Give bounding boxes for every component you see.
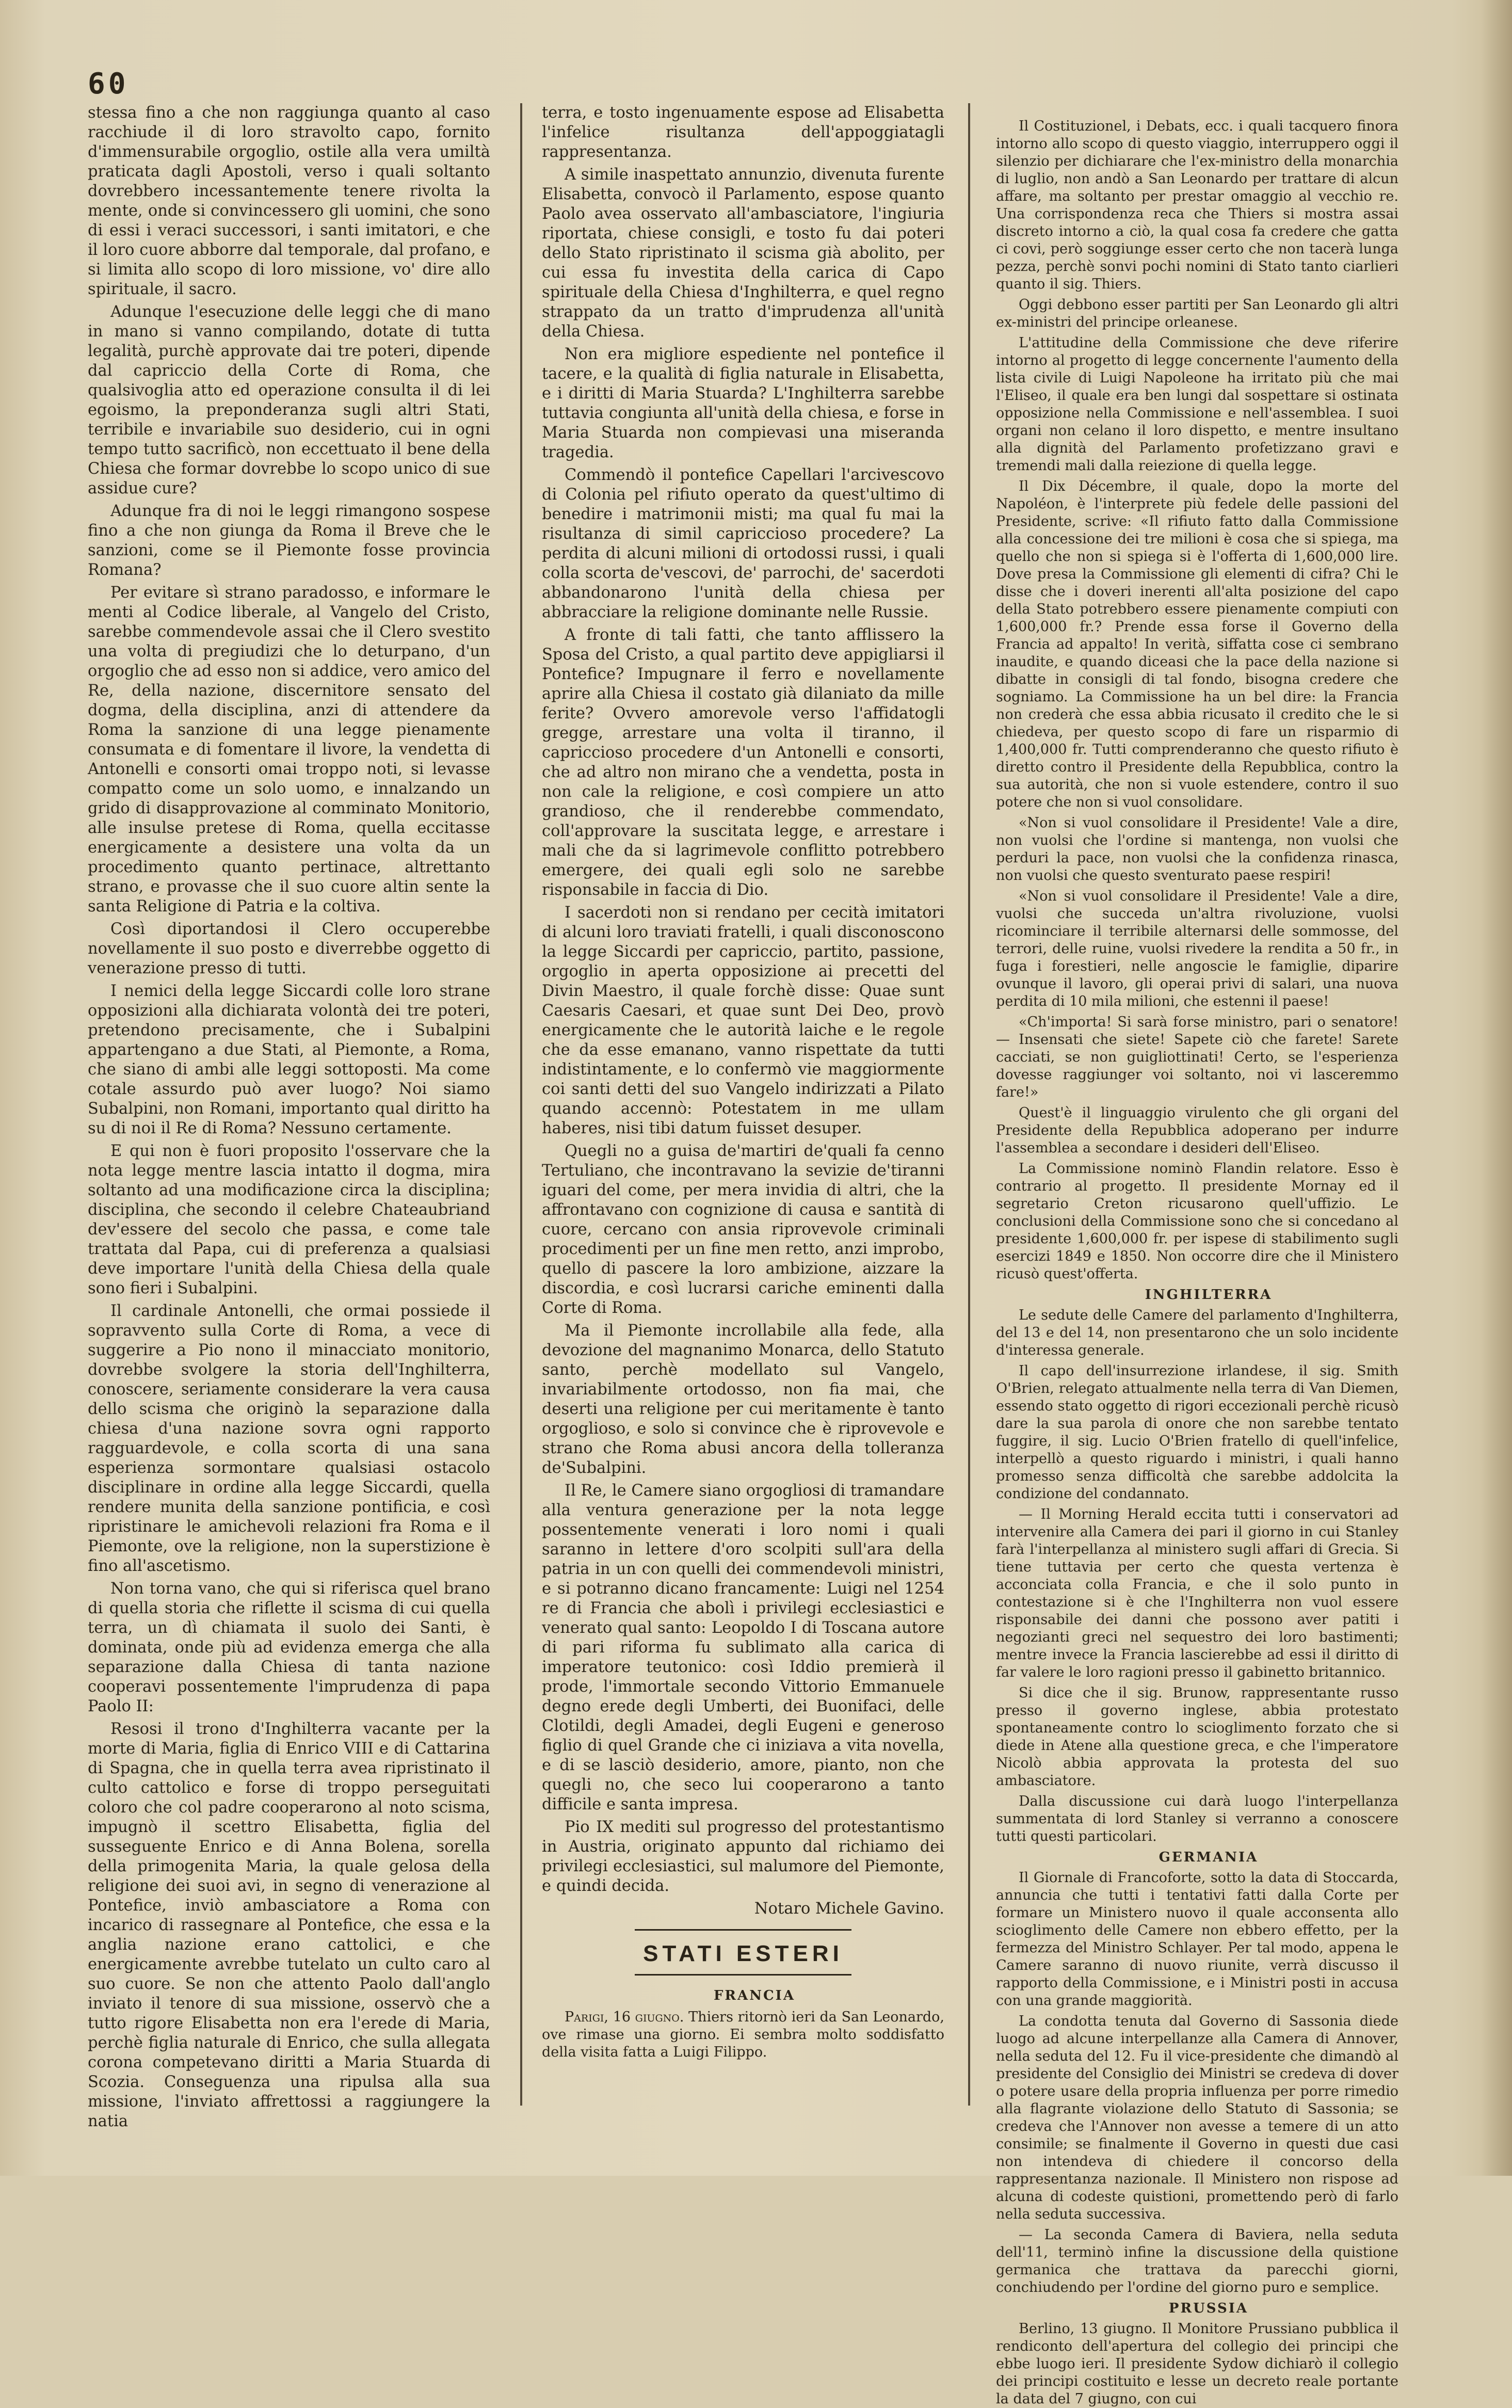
- paragraph: Dalla discussione cui darà luogo l'interpellanza summentata di lord Stanley si verranno a conoscere tutti questi particolari.: [996, 1793, 1398, 1844]
- section-divider: [635, 1929, 851, 1931]
- news-item: Thiers ritornò ieri da San Leonardo, ove rimase una giorno. Ei sembra molto soddisfatto della visita fatta a Luigi Filippo.: [542, 2009, 944, 2060]
- signature: Notaro Michele Gavino.: [754, 1900, 944, 1918]
- section-title: STATI ESTERI: [643, 1941, 843, 1966]
- paragraph: L'attitudine della Commissione che deve riferire intorno al progetto di legge concernente l'aumento della lista civile di Luigi Napoleone ha irritato più che mai l'Eliseo, il quale era ben lungi dal sospettare si ostinata opposizione nella Commissione e nell'assemblea. I suoi organi non celano il loro dispetto, e mentre insultano alla dignità del Parlamento profetizzano gravi e tremendi mali dalla reiezione di quella legge.: [996, 335, 1398, 474]
- paragraph: Il Dix Décembre, il quale, dopo la morte del Napoléon, è l'interprete più fedele delle passioni del Presidente, scrive: «Il rifiuto fatto dalla Commissione alla concessione dei tre milioni è cosa che si spiega, ma quello che non si spiega si è l'offerta di 1,600,000 lire. Dove presa la Commissione gli elementi di cifra? Chi le disse che i doveri inerenti all'alta posizione del capo della Stato potrebbero essere pienamente compiuti con 1,600,000 fr.? Prende essa forse il Governo della Francia ad appalto! In verità, siffatta cose ci sembrano inaudite, e quando diceasi che la pace della nazione si dibatte in consigli di tal fondo, bisogna credere che sogniamo. La Commissione ha un bel dire: la Francia non crederà che essa abbia ricusato il credito che le si chiedeva, per questo scopo di fare un risparmio di 1,400,000 fr. Tutti comprenderanno che questo rifiuto è diretto contro il Presidente della Repubblica, contro la sua autorità, che non si vuole estendere, contro il suo potere che non si vuol consolidare.: [996, 478, 1398, 810]
- paragraph: Il Costituzionel, i Debats, ecc. i quali tacquero finora intorno allo scopo di questo viaggio, interruppero oggi il silenzio per dichiarare che l'ex-ministro della monarchia di luglio, non andò a San Leonardo per trattare di alcun affare, ma soltanto per prestar omaggio al vecchio re. Una corrispondenza reca che Thiers si mostra assai discreto intorno a ciò, la qual cosa fa credere che gatta ci covi, però soggiunge esser certo che non tacerà lunga pezza, perchè sonvi pochi nomini di Stato tanto ciarlieri quanto il sig. Thiers.: [996, 118, 1398, 292]
- paragraph: Il capo dell'insurrezione irlandese, il sig. Smith O'Brien, relegato attualmente nella terra di Van Diemen, essendo stato oggetto di rigori eccezionali perchè ricusò dare la sua parola di onore che non sarebbe tentato fuggire, il sig. Lucio O'Brien fratello di quell'infelice, interpellò a questo riguardo i ministri, i quali hanno promesso senza difficoltà che sarebbe addolcita la condizione del condannato.: [996, 1363, 1398, 1502]
- column-rule: [968, 103, 970, 2106]
- page-number: 60: [88, 67, 129, 101]
- paragraph: La Commissione nominò Flandin relatore. Esso è contrario al progetto. Il presidente Mornay ed il segretario Creton ricusarono quell'uffizio. Le conclusioni della Commissione sono che si concedano al presidente 1,600,000 fr. per ispese di stabilimento sugli esercizi 1849 e 1850. Non occorre dire che il Ministero ricusò quest'offerta.: [996, 1161, 1398, 1282]
- paragraph: stessa fino a che non raggiunga quanto al caso racchiude il di loro stravolto capo, fornito d'immensurabile orgoglio, ostile alla vera umiltà praticata dagli Apostoli, verso i quali soltanto dovrebbero incessantemente tenere rivolta la mente, onde si convincessero gli uomini, che sono di essi i veraci successori, i santi imitatori, e che il loro cuore abborre dal temporale, dal profano, e si limita allo scopo di loro missione, vo' dire allo spirituale, il sacro.: [88, 104, 490, 298]
- paragraph: Quest'è il linguaggio virulento che gli organi del Presidente della Repubblica adoperano per indurre l'assemblea a secondare i desideri dell'Eliseo.: [996, 1105, 1398, 1156]
- paragraph: Si dice che il sig. Brunow, rappresentante russo presso il governo inglese, abbia protestato spontaneamente contro lo scioglimento forzato che si diede in Atene alla questione greca, e che l'imperatore Nicolò abbia approvata la protesta del suo ambasciatore.: [996, 1685, 1398, 1789]
- paragraph: — La seconda Camera di Baviera, nella seduta dell'11, terminò infine la discussione della quistione germanica che trattava da parecchi giorni, conchiudendo per l'ordine del giorno puro e semplice.: [996, 2227, 1398, 2295]
- paragraph: Il Giornale di Francoforte, sotto la data di Stoccarda, annuncia che tutti i tentativi fatti dalla Corte per formare un Ministero nuovo il quale acconsenta allo scioglimento delle Camere non ebbero effetto, per la fermezza del Ministro Schlayer. Per tal modo, appena le Camere saranno di nuovo riunite, verrà discusso il rapporto della Commissione, e i Ministri posti in accusa con una grande maggiorità.: [996, 1870, 1398, 2009]
- paragraph: Quegli no a guisa de'martiri de'quali fa cenno Tertuliano, che incontravano la sevizie de'tiranni iguari del come, per mera invidia di altri, che la affrontavano con cognizione di causa e santità di cuore, cercano con ansia riprovevole criminali procedimenti per un fine men retto, anzi improbo, quello di pascere la loro ambizione, aizzare la discordia, e così lucrarsi cariche eminenti dalla Corte di Roma.: [542, 1142, 944, 1317]
- column-3: [996, 118, 1398, 2407]
- paragraph: I sacerdoti non si rendano per cecità imitatori di alcuni loro traviati fratelli, i quali disconoscono la legge Siccardi per capriccio, partito, passione, orgoglio in aperta opposizione ai precetti del Divin Maestro, il quale forchè disse: Quae sunt Caesaris Caesari, et quae sunt Dei Deo, provò energicamente che le autorità laiche e le regole che da esse emanano, vanno rispettate da tutti indistintamente, e lo confermò vie maggiormente coi santi detti del suo Vangelo indirizzati a Pilato quando accennò: Potestatem in me ullam haberes, nisi tibi datum fuisset desuper.: [542, 904, 944, 1137]
- paragraph: «Ch'importa! Si sarà forse ministro, pari o senatore! — Insensati che siete! Sapete ciò che farete! Sarete cacciati, se non guigliottinati! Certo, se l'esperienza dovesse raggiunger voi soltanto, noi vi lasceremmo fare!»: [996, 1014, 1398, 1100]
- paragraph: Non era migliore espediente nel pontefice il tacere, e la qualità di figlia naturale in Elisabetta, e i diritti di Maria Stuarda? L'Inghilterra sarebbe tuttavia congiunta all'unità della chiesa, e forse in Maria Stuarda non compievasi una miseranda tragedia.: [542, 345, 944, 461]
- paragraph: Resosi il trono d'Inghilterra vacante per la morte di Maria, figlia di Enrico VIII e di Cattarina di Spagna, che in quella terra avea ripristinato il culto cattolico e forse di troppo perseguitati coloro che col padre cooperarono al noto scisma, impugnò il scettro Elisabetta, figlia del susseguente Enrico e di Anna Bolena, sorella della primogenita Maria, la quale gelosa della religione dei suoi avi, in segno di venerazione al Pontefice, inviò ambasciatore a Roma con incarico di rassegnare al Pontefice, che essa e la anglia nazione erano cattolici, e che energicamente avrebbe tutelato un culto caro al suo cuore. Se non che attento Paolo dall'anglo inviato il tenore di sua missione, osservò che a tutto rigore Elisabetta non era l'erede di Maria, perchè figlia naturale di Enrico, che sulla allegata corona competevano diritti a Maria Stuarda di Scozia. Conseguenza una ripulsa alla sua missione, l'inviato affrettossi a raggiungere la natia: [88, 1720, 490, 2130]
- paragraph: Non torna vano, che qui si riferisca quel brano di quella storia che riflette il scisma di cui quella terra, un dì chiamata il suolo dei Santi, è dominata, onde più ad evidenza emerga che alla separazione dalla Chiesa di tanta nazione cooperavi possentemente l'imprudenza di papa Paolo II:: [88, 1580, 490, 1715]
- paragraph: A simile inaspettato annunzio, divenuta furente Elisabetta, convocò il Parlamento, espose quanto Paolo avea osservato all'ambasciatore, l'ingiuria riportata, chiese consigli, e tosto fu dai poteri dello Stato ripristinato il scisma già abolito, per cui essa fu investita della carica di Capo spirituale della Chiesa d'Inghilterra, e quel regno strappato da un tratto d'imprudenza all'unità della Chiesa.: [542, 166, 944, 341]
- paragraph: I nemici della legge Siccardi colle loro strane opposizioni alla dichiarata volontà dei tre poteri, pretendono precisamente, che i Subalpini appartengano a due Stati, al Piemonte, a Roma, che siano di ambi alle leggi sottoposti. Ma come cotale assurdo può aver luogo? Noi siamo Subalpini, non Romani, importanto qual diritto ha su di noi il Re di Roma? Nessuno certamente.: [88, 982, 490, 1137]
- paragraph: Commendò il pontefice Capellari l'arcivescovo di Colonia pel rifiuto operato da quest'ultimo di benedire i matrimonii misti; ma qual fu mai la risultanza di simil capriccioso procedere? La perdita di alcuni milioni di ortodossi russi, i quali colla scorta de'vescovi, de' parrochi, de' sacerdoti abbandonarono l'unità della chiesa per abbracciare la religione dominante nelle Russie.: [542, 466, 944, 621]
- paragraph: A fronte di tali fatti, che tanto afflissero la Sposa del Cristo, a qual partito deve appigliarsi il Pontefice? Impugnare il ferro e novellamente aprire alla Chiesa il costato già dilaniato da mille ferite? Ovvero amorevole verso l'affidatogli gregge, arrestare una volta il tiranno, il capriccioso procedere d'un Antonelli e consorti, che ad altro non mirano che a vendetta, posta in non cale la religione, e così compiere un atto grandioso, che il renderebbe commendato, coll'approvare la suscitata legge, e arrestare i mali che da si lagrimevole conflitto potrebbero emergere, dei quali egli solo ne sarebbe risponsabile in faccia di Dio.: [542, 626, 944, 899]
- paragraph: Così diportandosi il Clero occuperebbe novellamente il suo posto e diverrebbe oggetto di venerazione presso di tutti.: [88, 920, 490, 977]
- dateline: Parigi, 16 giugno.: [565, 2009, 684, 2025]
- section-divider: [635, 1974, 851, 1976]
- country-heading: PRUSSIA: [1168, 2301, 1249, 2316]
- paragraph: Ma il Piemonte incrollabile alla fede, alla devozione del magnanimo Monarca, dello Statuto santo, perchè modellato sul Vangelo, invariabilmente ortodosso, non fia mai, che deserti una religione per cui meritamente è tanto orgoglioso, e solo si convince che è riprovevole e strano che Roma abusi ancora della tolleranza de'Subalpini.: [542, 1322, 944, 1477]
- country-heading: GERMANIA: [1159, 1850, 1259, 1865]
- paragraph: Pio IX mediti sul progresso del protestantismo in Austria, originato appunto dal richiamo dei privilegi ecclesiastici, sul malumore del Piemonte, e quindi decida.: [542, 1818, 944, 1895]
- paragraph: Il Re, le Camere siano orgogliosi di tramandare alla ventura generazione per la nota legge possentemente venerati i loro nomi i quali saranno in lettere d'oro scolpiti sull'ara della patria in un con quelli dei commendevoli ministri, e si potranno dicano francamente: Luigi nel 1254 re di Francia che abolì i privilegi ecclesiastici e venerato qual santo: Leopoldo I di Toscana autore di pari riforma fu sublimato alla carica di imperatore teutonico: così Iddio premierà il prode, l'immortale secondo Vittorio Emmanuele degno erede degli Umberti, dei Buonifaci, delle Clotildi, degli Amadei, degli Eugeni e generoso figlio di quel Grande che ci iniziava a vita novella, e di se lasciò desiderio, amore, pianto, non che quegli no, che seco lui cooperarono a tanto difficile e santa impresa.: [542, 1482, 944, 1813]
- column-2: [542, 103, 944, 2106]
- column-rule: [520, 103, 522, 2106]
- paragraph: Berlino, 13 giugno. Il Monitore Prussiano pubblica il rendiconto dell'apertura del collegio dei principi che ebbe luogo ieri. Il presidente Sydow dichiarò il collegio dei principi costituito e lesse un decreto reale portante la data del 7 giugno, con cui: [996, 2321, 1398, 2407]
- paragraph: Per evitare sì strano paradosso, e informare le menti al Codice liberale, al Vangelo del Cristo, sarebbe commendevole assai che il Clero svestito una volta di pregiudizi che lo deturpano, d'un orgoglio che ad esso non si addice, vero amico del Re, della nazione, discernitore sensato del dogma, della disciplina, anzi di attendere da Roma la sanzione di una legge pienamente consumata e di fomentare il livore, la vendetta di Antonelli e consorti omai troppo noti, si levasse compatto come un solo uomo, e innalzando un grido di disapprovazione al comminato Monitorio, alle insulse pretese di Roma, quella eccitasse energicamente a desistere una volta da un procedimento quanto pertinace, altrettanto strano, e provasse che il suo cuore altin sente la santa Religione di Patria e la coltiva.: [88, 584, 490, 916]
- paragraph: E qui non è fuori proposito l'osservare che la nota legge mentre lascia intatto il dogma, mira soltanto ad una modificazione circa la disciplina; disciplina, che secondo il celebre Chateaubriand dev'essere del secolo che passa, e come tale trattata dal Papa, cui di preferenza a qualsiasi deve importare l'unità della Chiesa della quale sono fieri i Subalpini.: [88, 1142, 490, 1297]
- paragraph: terra, e tosto ingenuamente espose ad Elisabetta l'infelice risultanza dell'appoggiatagli rappresentanza.: [542, 104, 944, 161]
- paragraph: Oggi debbono esser partiti per San Leonardo gli altri ex-ministri del principe orleanese.: [996, 297, 1398, 330]
- country-heading: INGHILTERRA: [1145, 1287, 1273, 1303]
- paragraph: La condotta tenuta dal Governo di Sassonia diede luogo ad alcune interpellanze alla Camera di Annover, nella seduta del 12. Fu il vice-presidente che dimandò al presidente del Consiglio dei Ministri se credeva di dover o potere usare della propria influenza per porre rimedio alla flagrante violazione dello Statuto di Sassonia; se credeva che l'Annover non avesse a temere di un atto consimile; se finalmente il Governo in questi due casi non intendeva di chiedere il concorso della rappresentanza nazionale. Il Ministero non rispose ad alcuna di codeste quistioni, promettendo però di farlo nella seduta successiva.: [996, 2013, 1398, 2222]
- paragraph: Le sedute delle Camere del parlamento d'Inghilterra, del 13 e del 14, non presentarono che un solo incidente d'interessa generale.: [996, 1307, 1398, 1358]
- page-fold-shadow: [1481, 0, 1512, 2176]
- country-heading: FRANCIA: [713, 1988, 796, 2003]
- paragraph: Adunque l'esecuzione delle leggi che di mano in mano si vanno compilando, dotate di tutta legalità, purchè approvate dai tre poteri, dipende dal capriccio della Corte di Roma, che qualsivoglia atto ed operazione consulta il di lei egoismo, la preponderanza sugli altri Stati, terribile e invariabile suo desiderio, cui in ogni tempo tutto sacrificò, non eccettuato il bene della Chiesa che formar dovrebbe lo scopo unico di sue assidue cure?: [88, 303, 490, 497]
- paragraph: — Il Morning Herald eccita tutti i conservatori ad intervenire alla Camera dei pari il giorno in cui Stanley farà l'interpellanza al ministero sugli affari di Grecia. Si tiene tuttavia per certo che questa vertenza è acconciata colla Francia, e che il solo punto in contestazione si è che l'Inghilterra non vuol essere risponsabile dei danni che possono aver patiti i negozianti greci nel sequestro dei loro bastimenti; mentre invece la Francia lascierebbe ad essi il diritto di far valere le loro ragioni presso il gabinetto britannico.: [996, 1506, 1398, 1680]
- paragraph: «Non si vuol consolidare il Presidente! Vale a dire, vuolsi che succeda un'altra rivoluzione, vuolsi ricominciare il terribile alternarsi delle sommosse, del terrori, delle ruine, vuolsi rivedere la rendita a 50 fr., in fuga i forestieri, nelle angoscie le famiglie, diparire ovunque il lavoro, gli operai privi di salari, una nuova perdita di 10 mila milioni, che estenni il paese!: [996, 888, 1398, 1009]
- paragraph: Adunque fra di noi le leggi rimangono sospese fino a che non giunga da Roma il Breve che le sanzioni, come se il Piemonte fosse provincia Romana?: [88, 502, 490, 579]
- paragraph: Il cardinale Antonelli, che ormai possiede il sopravvento sulla Corte di Roma, a vece di suggerire a Pio nono il minacciato monitorio, dovrebbe svolgere la storia dell'Inghilterra, conoscere, seriamente considerare la vera causa dello scisma che originò la separazione dalla chiesa d'una nazione sovra ogni rapporto ragguardevole, e colla scorta di una sana esperienza sormontare qualsiasi ostacolo disciplinare in ordine alla legge Siccardi, quella rendere munita della sanzione pontificia, e così ripristinare le amichevoli relazioni fra Roma e il Piemonte, ove la religione, non la superstizione è fino all'ascetismo.: [88, 1302, 490, 1575]
- paragraph: «Non si vuol consolidare il Presidente! Vale a dire, non vuolsi che l'ordine si mantenga, non vuolsi che perduri la pace, non vuolsi che la confidenza rinasca, non vuolsi che questo sventurato paese respiri!: [996, 815, 1398, 884]
- column-1: [88, 103, 490, 2130]
